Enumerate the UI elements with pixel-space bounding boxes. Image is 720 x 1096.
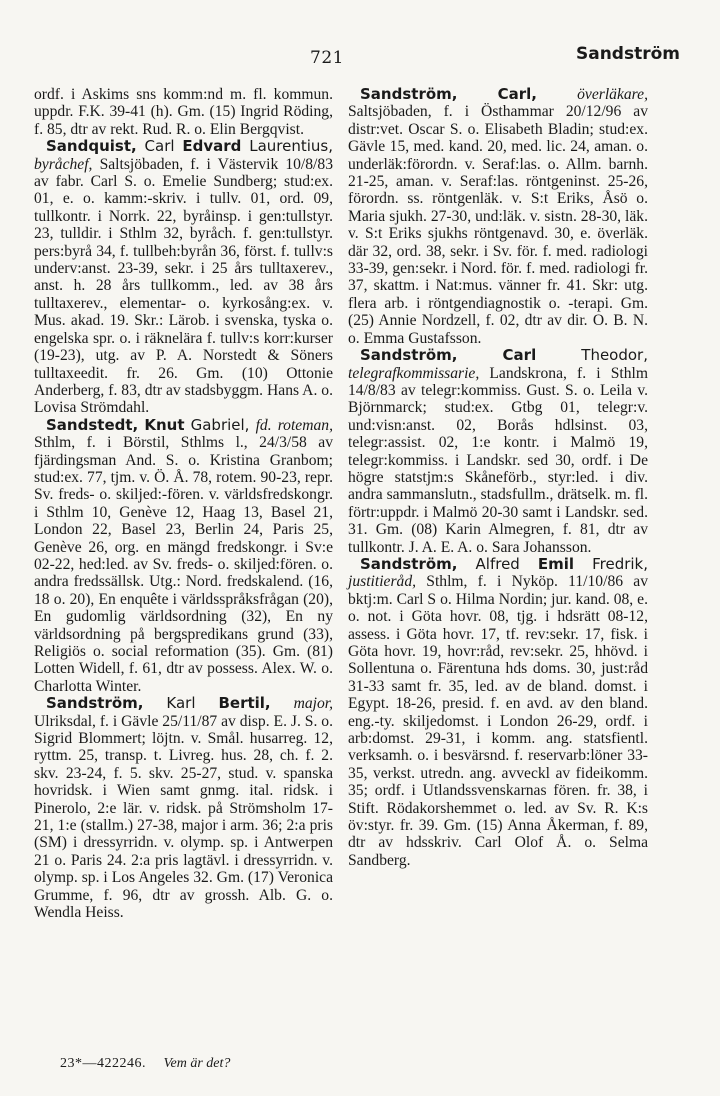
entry-title: överläkare, — [577, 86, 648, 103]
printer-signature: 23*—422246. — [60, 1056, 146, 1071]
entry-title: major, — [293, 695, 333, 713]
entry-surname: Sandstedt, — [46, 415, 139, 434]
page-header — [0, 44, 720, 68]
running-head: Sandström — [575, 44, 680, 64]
entry-sandstedt-knut — [34, 417, 333, 696]
page-footer — [60, 1056, 230, 1072]
entry-text: Sthlm, f. i Börstil, Sthlms l., 24/3/58 av fjärdingsman And. S. o. Kristina Granbom; stud:ex. 77, tjm. v. Ö. Å. 78, rotem. 90-23, repr. Sv. freds- o. skiljed:-fören. v. världsfredskongr. i Sthlm 10, Genève 12, Haag 13, Basel 21, London 22, Basel 23, Berlin 24, Paris 25, Genève 26, org. en mängd fredskongr. i Sv:e 02-22, hed:led. av Sv. freds- o. skiljed:fören. o. andra fredssällsk. Utg.: Nord. fredskalend. (16, 18 o. 20), En enquête i världsspråksfrågan (20), En gudomlig världsordning (32), En ny världsordning på bergspredikans grund (33), Religiös o. social reformation (35). Gm. (81) Lotten Widell, f. 61, dtr av possess. Alex. W. o. Charlotta Winter. — [34, 434, 333, 695]
entry-call-name: Bertil, — [218, 694, 271, 713]
entry-given-name: Karl — [166, 694, 196, 713]
page-number: 721 — [310, 48, 344, 68]
entry-surname: Sandquist, — [46, 137, 137, 156]
entry-surname: Sandström, — [46, 694, 144, 713]
entry-sandstrom-carl-theodor — [348, 347, 648, 556]
entry-text: Ulriksdal, f. i Gävle 25/11/87 av disp. E. J. S. o. Sigrid Blommert; löjtn. v. Smål. husarreg. 12, ryttm. 25, transp. t. Livreg. hus. 28, ch. f. 2. skv. 23-24, f. 5. skv. 25-27, stud. v. spanska hovridsk. i Wien samt gnmg. ital. ridsk. i Pinerolo, 2:e lär. v. ridsk. på Strömsholm 17-21, 1:e (stallm.) 27-38, major i arm. 36; 2:a pris (SM) i dressyrridn. v. olymp. sp. i Antwerpen 21 o. Paris 24. 2:a pris lagtävl. i dressyrridn. v. olymp. sp. i Los Angeles 32. Gm. (17) Veronica Grumme, f. 96, dtr av grossh. Alb. G. o. Wendla Heiss. — [34, 712, 333, 922]
entry-given-rest: Gabriel, — [190, 415, 250, 434]
entry-text: Saltsjöbaden, f. i Västervik 10/8/83 av fabr. Carl S. o. Emelie Sundberg; stud:ex. 01, e. o. kamm:-skriv. i tullv. 01, ord. 09, tullkontr. i Norrk. 22, byråinsp. i gen:tullstyr. 23, tulldir. i Sthlm 32, byråch. f. gen:tullstyr. pers:byrå 34, f. tullbeh:byrån 36, först. f. tullv:s underv:anst. 23-39, sekr. i 25 års tulltaxerev., anst. h. 28 års tullkomm., led. av 38 års tulltaxerev., elementar- o. kyrkosång:ex. v. Mus. akad. 19. Skr.: Lärob. i svenska, tyska o. engelska spr. o. i räknelära f. tullv:s korr:kurser (19-23), utg. av P. A. Norstedt & Söners tulltaxeedit. fr. 26. Gm. (10) Ottonie Anderberg, f. 83, dtr av stadsbyggm. Hans A. o. Lovisa Strömdahl. — [34, 155, 333, 417]
entry-given-name: Alfred — [475, 554, 520, 573]
entry-title: justitieråd, — [348, 573, 417, 591]
entry-surname: Sandström, — [360, 554, 458, 573]
entry-given-rest: Fredrik, — [592, 554, 649, 573]
catchword: Vem är det? — [163, 1056, 231, 1071]
entry-sandstrom-carl — [348, 86, 648, 347]
entry-call-name: Carl — [502, 346, 537, 365]
entry-given-rest: Theodor, — [581, 346, 648, 365]
entry-text: ordf. i Askims sns komm:nd m. fl. kommun. uppdr. F.K. 39-41 (h). Gm. (15) Ingrid Röding, f. 85, dtr av rekt. Rud. R. o. Elin Bergqvist. — [34, 86, 333, 138]
entry-given-rest: Laurentius, — [249, 137, 333, 156]
entry-surname: Sandström, — [360, 85, 458, 103]
entry-title: byråchef, — [34, 155, 93, 173]
entry-call-name: Edvard — [182, 137, 242, 156]
entry-call-name: Knut — [144, 415, 185, 434]
entry-text: Sthlm, f. i Nyköp. 11/10/86 av bktj:m. Carl S o. Hilma Nordin; jur. kand. 08, e. o. not. i Göta hovr. 08, tjg. i hdsrätt 08-12, assess. i Göta hovr. 17, tf. rev:sekr. 17, fisk. i Göta hovr. 19, hovr:råd, rev:sekr. 25, hhövd. i Sollentuna o. Färentuna hds doms. 30, just:råd 31-33 samt fr. 35, led. av de bland. domst. i Egypt. 18-26, presid. f. en avd. av den bland. eng.-ty. skiljedomst. i London 26-29, ordf. i arb:domst. 29-31, i komm. ang. statsfientl. verksamh. o. i besvärsnd. f. reservarb:löner 33-35, verkst. utredn. ang. avveckl av fideikomm. 35; ordf. i Utlandssvenskarnas fören. fr. 38, i Stift. Rödakorshemmet o. led. av Sv. R. K:s öv:styr. fr. 39. Gm. (15) Anna Åkerman, f. 89, dtr av hdsskriv. Carl Olof Å. o. Selma Sandberg. — [348, 573, 648, 869]
entry-call-name: Emil — [537, 554, 575, 573]
entry-title: fd. roteman, — [255, 416, 333, 434]
entry-given-name: Carl — [144, 137, 175, 156]
entry-surname: Sandström, — [360, 346, 458, 365]
left-column — [34, 86, 333, 922]
entry-sandstrom-emil — [348, 556, 648, 869]
entry-sandstrom-bertil — [34, 695, 333, 921]
entry-text: Landskrona, f. i Sthlm 14/8/83 av telegr:kommiss. Gust. S. o. Leila v. Björnmarck; stud:ex. Gtbg 01, telegr:v. und:visn:anst. 02, Borås hdlsinst. 03, telegr:assist. 02, 1:e kontr. i Malmö 19, telegr:kommiss. i Landskr. sed 30, ordf. i De högre statstjm:s Skåneförb., styr:led. i div. andra sammanslutn., stadsfullm., drätselk. m. fl. förtr:uppdr. i Malmö 20-30 samt i Landskr. sed. 31. Gm. (08) Karin Almegren, f. 81, dtr av tullkontr. J. A. E. A. o. Sara Johansson. — [348, 364, 648, 556]
entry-sandquist-edvard — [34, 138, 333, 417]
entry-title: telegrafkommissarie, — [348, 364, 480, 382]
right-column — [348, 86, 648, 869]
continued-entry — [34, 86, 333, 138]
entry-call-name: Carl, — [497, 85, 537, 103]
entry-text: Saltsjöbaden, f. i Östhammar 20/12/96 av distr:vet. Oscar S. o. Elisabeth Bladin; stud:ex. Gävle 15, med. kand. 20, med. lic. 24, aman. o. underläk:förordn. v. Seraf:las. o. Allm. barnh. 21-25, aman. v. Seraf:las. röntgeninst. 25-26, förordn. ss. röntgenläk. v. S:t Eriks, Åsö o. Maria sjukh. 27-30, und:läk. v. sistn. 28-30, läk. v. S:t Eriks sjukhs röntgenavd. 30, e. överläk. där 32, ord. 38, sekr. i Sv. för. f. med. radiologi 33-39, gen:sekr. i Nord. för. f. med. radiologi fr. 37, skattm. i Nat:mus. vänner fr. 41. Skr: utg. flera arb. i röntgendiagnostik o. -terapi. Gm. (25) Annie Nordzell, f. 02, dtr av dir. O. B. N. o. Emma Gustafsson. — [348, 103, 648, 347]
